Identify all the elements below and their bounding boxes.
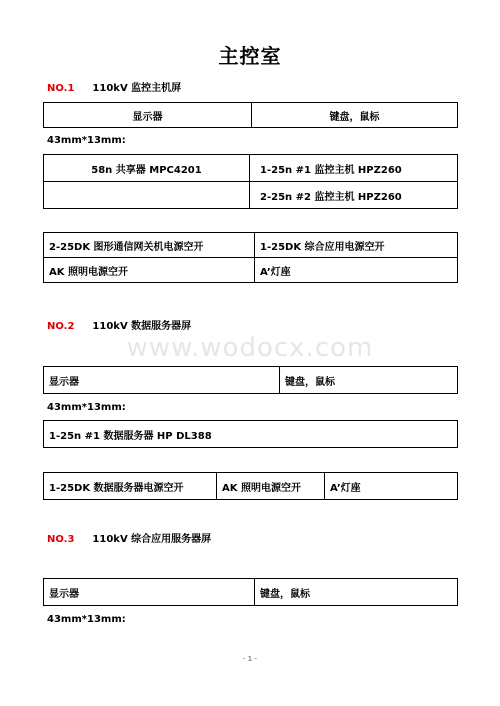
switch-table-1 bbox=[43, 232, 458, 283]
cell-display: 显示器 bbox=[44, 579, 255, 606]
display-keyboard-table bbox=[43, 102, 458, 128]
cell-host-1: 1-25n #1 监控主机 HPZ260 bbox=[250, 155, 458, 182]
display-keyboard-table bbox=[43, 366, 458, 394]
page-title: 主控室 bbox=[218, 44, 282, 68]
cell-switch: AK 照明电源空开 bbox=[44, 258, 255, 283]
section-number: NO.3 bbox=[47, 534, 75, 545]
display-keyboard-table bbox=[43, 578, 458, 606]
device-table bbox=[43, 420, 458, 448]
section-name: 110kV 数据服务器屏 bbox=[92, 321, 192, 332]
cell-keyboard-mouse: 键盘，鼠标 bbox=[255, 579, 458, 606]
cell-display: 显示器 bbox=[44, 367, 280, 394]
section-heading-2 bbox=[47, 320, 191, 334]
cell-display: 显示器 bbox=[44, 103, 252, 128]
watermark: www.wodocx.com bbox=[126, 333, 374, 363]
cell-keyboard-mouse: 键盘，鼠标 bbox=[252, 103, 458, 128]
dimension-note: 43mm*13mm: bbox=[47, 402, 126, 413]
cell-shared-device: 58n 共享器 MPC4201 bbox=[44, 155, 250, 182]
cell-switch: 2-25DK 图形通信网关机电源空开 bbox=[44, 233, 255, 258]
cell-host-2: 2-25n #2 监控主机 HPZ260 bbox=[250, 182, 458, 209]
switch-table-2 bbox=[43, 472, 458, 500]
cell-data-server: 1-25n #1 数据服务器 HP DL388 bbox=[44, 421, 458, 448]
cell-empty bbox=[44, 182, 250, 209]
section-heading-1 bbox=[47, 82, 181, 96]
cell-keyboard-mouse: 键盘，鼠标 bbox=[280, 367, 458, 394]
cell-switch: 1-25DK 数据服务器电源空开 bbox=[44, 473, 217, 500]
section-heading-3 bbox=[47, 533, 211, 547]
section-number: NO.1 bbox=[47, 83, 75, 94]
section-number: NO.2 bbox=[47, 321, 75, 332]
cell-switch: 1-25DK 综合应用电源空开 bbox=[255, 233, 458, 258]
cell-switch: AK 照明电源空开 bbox=[217, 473, 325, 500]
page-number: - 1 - bbox=[243, 655, 257, 663]
cell-lamp-holder: A’灯座 bbox=[325, 473, 458, 500]
cell-lamp-holder: A’灯座 bbox=[255, 258, 458, 283]
section-name: 110kV 综合应用服务器屏 bbox=[92, 534, 212, 545]
section-name: 110kV 监控主机屏 bbox=[92, 83, 182, 94]
device-table bbox=[43, 154, 458, 209]
dimension-note: 43mm*13mm: bbox=[47, 135, 126, 146]
dimension-note: 43mm*13mm: bbox=[47, 614, 126, 625]
